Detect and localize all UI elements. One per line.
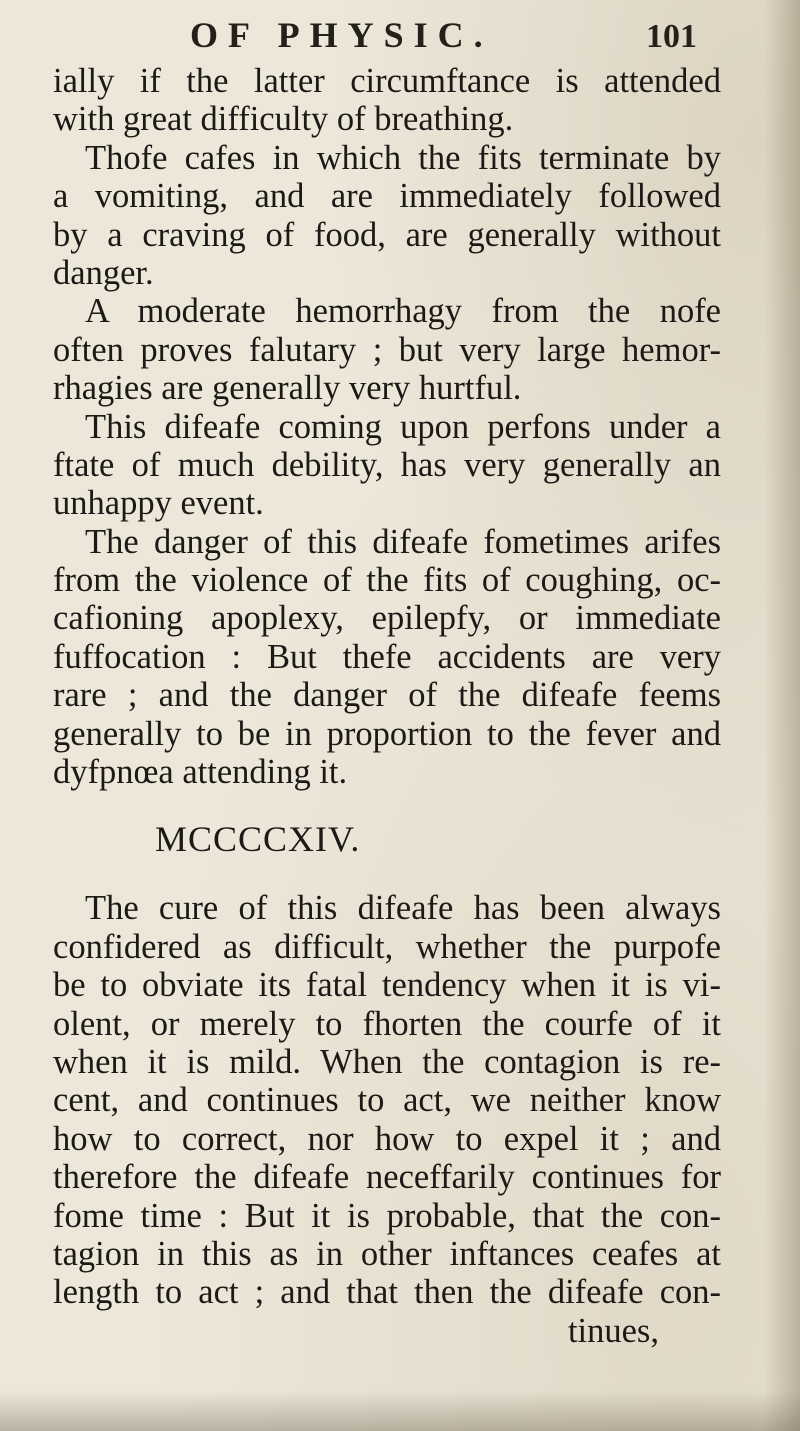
page-gutter-shadow <box>764 0 800 1431</box>
catchword-line: tinues, <box>567 1311 659 1350</box>
text-line: cent, and continues to act, we neither know <box>53 1081 721 1120</box>
text-line: generally to be in proportion to the fever and <box>53 714 721 753</box>
text-line: fuffocation : But thefe accidents are very <box>53 637 721 676</box>
text-line: fome time : But it is probable, that the con- <box>53 1196 721 1235</box>
text-line: by a craving of food, are generally without <box>53 215 721 254</box>
text-line: danger. <box>53 253 154 292</box>
text-line: when it is mild. When the contagion is re- <box>53 1042 721 1081</box>
paragraph-start: This difeafe coming upon perfons under a <box>85 407 721 446</box>
text-line: how to correct, nor how to expel it ; and <box>53 1119 721 1158</box>
paragraph-start: The cure of this difeafe has been always <box>85 889 721 928</box>
text-line: dyfpnœa attending it. <box>53 753 348 792</box>
paragraph-start: Thofe cafes in which the fits terminate by <box>85 138 721 177</box>
text-line: ially if the latter circumftance is attended <box>53 62 721 100</box>
text-line: tagion in this as in other inftances ceafes at <box>53 1234 721 1273</box>
running-head: OF PHYSIC. <box>190 15 493 55</box>
text-line: olent, or merely to fhorten the courfe of it <box>53 1004 721 1043</box>
text-line: with great difficulty of breathing. <box>53 100 514 139</box>
text-line: length to act ; and that then the difeafe con- <box>53 1273 721 1312</box>
text-line: cafioning apoplexy, epilepfy, or immediate <box>53 599 721 638</box>
paragraph-start: A moderate hemorrhagy from the nofe <box>85 292 721 331</box>
body-text <box>53 62 721 1350</box>
text-line: often proves falutary ; but very large hemor- <box>53 330 721 369</box>
text-line: ftate of much debility, has very generally an <box>53 445 721 484</box>
paragraph-start: The danger of this difeafe fometimes arifes <box>85 522 721 561</box>
text-line: be to obviate its fatal tendency when it is vi- <box>53 966 721 1005</box>
text-line: rhagies are generally very hurtful. <box>53 369 522 408</box>
text-line: from the violence of the fits of coughing, oc- <box>53 561 721 600</box>
text-line: rare ; and the danger of the difeafe feems <box>53 676 721 715</box>
text-line: confidered as difficult, whether the purpofe <box>53 927 721 966</box>
text-line: unhappy event. <box>53 484 264 523</box>
page-bottom-shadow <box>0 1391 800 1431</box>
section-heading: MCCCCXIV. <box>155 819 361 860</box>
text-line: a vomiting, and are immediately followed <box>53 177 721 216</box>
text-line: therefore the difeafe neceffarily continues for <box>53 1158 721 1197</box>
page-number: 101 <box>646 18 697 55</box>
